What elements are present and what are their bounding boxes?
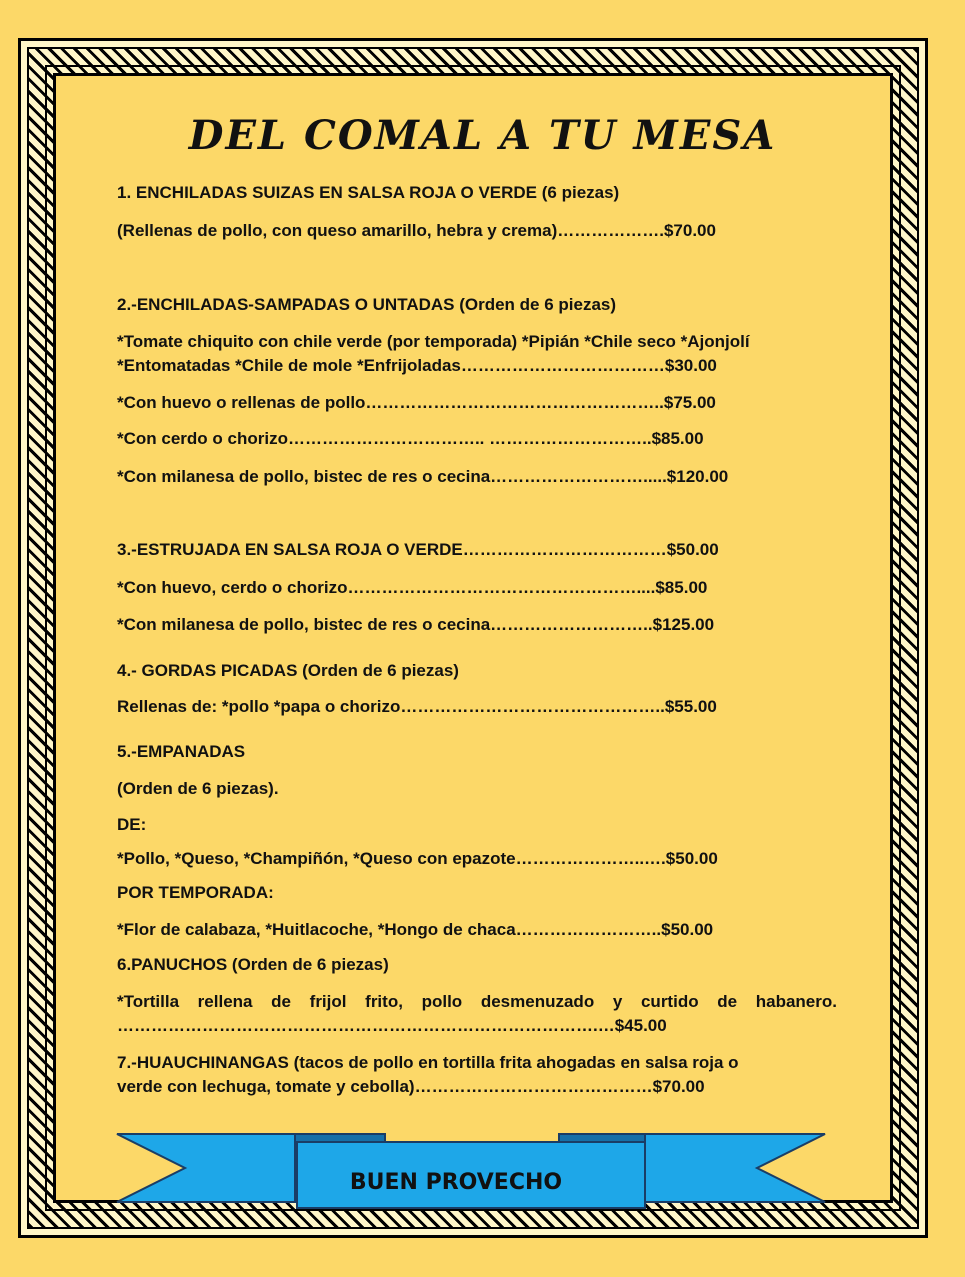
- item-2-option-huevo: *Con huevo o rellenas de pollo……………………………………………..$75.00: [117, 393, 716, 412]
- item-6-heading: 6.PANUCHOS (Orden de 6 piezas): [117, 955, 389, 974]
- item-7-description: verde con lechuga, tomate y cebolla)……………………………………$70.00: [117, 1077, 705, 1096]
- item-3-heading: 3.-ESTRUJADA EN SALSA ROJA O VERDE………………………………$50.00: [117, 540, 719, 559]
- item-2-option-milanesa: *Con milanesa de pollo, bistec de res o cecina……………………….....$120.00: [117, 467, 729, 486]
- item-4-heading: 4.- GORDAS PICADAS (Orden de 6 piezas): [117, 661, 459, 680]
- item-6-price: ………………………………………………………………………….…$45.00: [117, 1016, 667, 1035]
- item-2-flavors: *Tomate chiquito con chile verde (por temporada) *Pipián *Chile seco *Ajonjolí: [117, 332, 750, 351]
- ribbon-left-tail: [117, 1134, 295, 1202]
- ribbon-right-tail: [645, 1134, 825, 1202]
- ribbon-fold-right: [559, 1134, 645, 1142]
- item-1-heading: 1. ENCHILADAS SUIZAS EN SALSA ROJA O VERDE (6 piezas): [117, 183, 620, 202]
- banner-text: BUEN PROVECHO: [349, 1170, 563, 1195]
- menu-title: DEL COMAL A TU MESA: [188, 112, 777, 159]
- item-2-heading: 2.-ENCHILADAS-SAMPADAS O UNTADAS (Orden de 6 piezas): [117, 295, 617, 314]
- item-5-order-size: (Orden de 6 piezas).: [117, 779, 279, 798]
- item-3-option-huevo: *Con huevo, cerdo o chorizo……………………………………………....$85.00: [117, 578, 708, 597]
- item-7-heading: 7.-HUAUCHINANGAS (tacos de pollo en tortilla frita ahogadas en salsa roja o: [117, 1053, 739, 1072]
- item-5-heading: 5.-EMPANADAS: [117, 742, 246, 761]
- item-2-option-cerdo: *Con cerdo o chorizo…………………………….. ………………………..$85.00: [117, 429, 704, 448]
- item-5-de-label: DE:: [117, 815, 147, 834]
- item-1-description: (Rellenas de pollo, con queso amarillo, hebra y crema)……………….$70.00: [117, 221, 716, 240]
- ribbon-fold-left: [295, 1134, 385, 1142]
- item-6-description: *Tortilla rellena de frijol frito, pollo desmenuzado y curtido de habanero.: [117, 992, 837, 1011]
- item-2-flavors-price: *Entomatadas *Chile de mole *Enfrijoladas………………………………$30.00: [117, 356, 717, 375]
- item-5-season-label: POR TEMPORADA:: [117, 883, 274, 902]
- item-4-description: Rellenas de: *pollo *papa o chorizo………………………………………..$55.00: [117, 697, 717, 716]
- item-5-season-fillings: *Flor de calabaza, *Huitlacoche, *Hongo de chaca……………………..$50.00: [117, 920, 714, 939]
- item-3-option-milanesa: *Con milanesa de pollo, bistec de res o cecina………………………..$125.00: [117, 615, 715, 634]
- item-5-fillings: *Pollo, *Queso, *Champiñón, *Queso con epazote…………………..….$50.00: [117, 849, 718, 868]
